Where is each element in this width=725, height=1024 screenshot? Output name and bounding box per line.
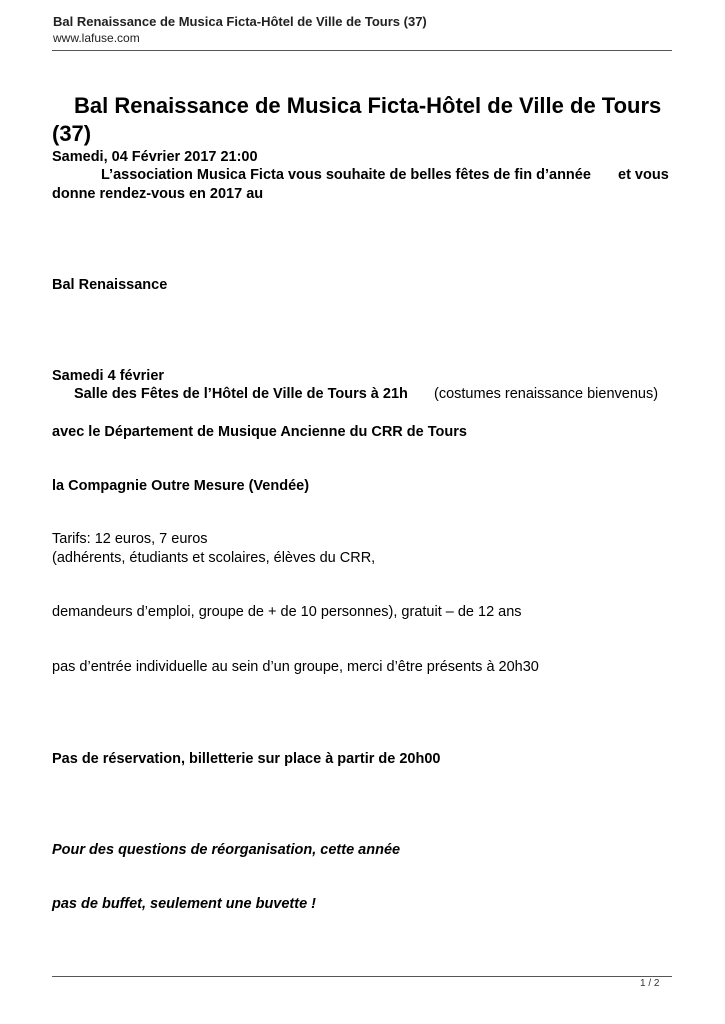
tarifs-line-1: Tarifs: 12 euros, 7 euros bbox=[52, 531, 208, 547]
header-title: Bal Renaissance de Musica Ficta-Hôtel de Ville de Tours (37) bbox=[53, 14, 427, 29]
header-url: www.lafuse.com bbox=[53, 31, 140, 45]
event-name: Bal Renaissance bbox=[52, 277, 168, 293]
footer-divider bbox=[52, 976, 672, 977]
intro-line-1: L’association Musica Ficta vous souhaite de belles fêtes de fin d’année bbox=[101, 167, 591, 183]
partner-crr: avec le Département de Musique Ancienne du CRR de Tours bbox=[52, 424, 467, 440]
reorganisation-note: Pour des questions de réorganisation, cette année bbox=[52, 842, 401, 858]
article-date: Samedi, 04 Février 2017 21:00 bbox=[52, 149, 258, 165]
header-divider bbox=[52, 50, 672, 51]
intro-line-1-end: et vous bbox=[618, 167, 669, 183]
venue-note: (costumes renaissance bienvenus) bbox=[434, 386, 659, 402]
intro-line-2: donne rendez-vous en 2017 au bbox=[52, 186, 264, 202]
event-day: Samedi 4 février bbox=[52, 368, 165, 384]
article-title: Bal Renaissance de Musica Ficta-Hôtel de Ville de Tours (37) bbox=[52, 93, 662, 146]
group-note: pas d’entrée individuelle au sein d’un groupe, merci d’être présents à 20h30 bbox=[52, 659, 539, 675]
event-venue: Salle des Fêtes de l’Hôtel de Ville de Tours à 21h bbox=[74, 386, 408, 402]
buffet-note: pas de buffet, seulement une buvette ! bbox=[52, 896, 317, 912]
partner-outre-mesure: la Compagnie Outre Mesure (Vendée) bbox=[52, 478, 310, 494]
tarifs-line-3: demandeurs d’emploi, groupe de + de 10 personnes), gratuit – de 12 ans bbox=[52, 604, 522, 620]
page-number: 1 / 2 bbox=[640, 978, 660, 989]
tarifs-line-2: (adhérents, étudiants et scolaires, élèves du CRR, bbox=[52, 550, 376, 566]
reservation-note: Pas de réservation, billetterie sur place à partir de 20h00 bbox=[52, 751, 441, 767]
